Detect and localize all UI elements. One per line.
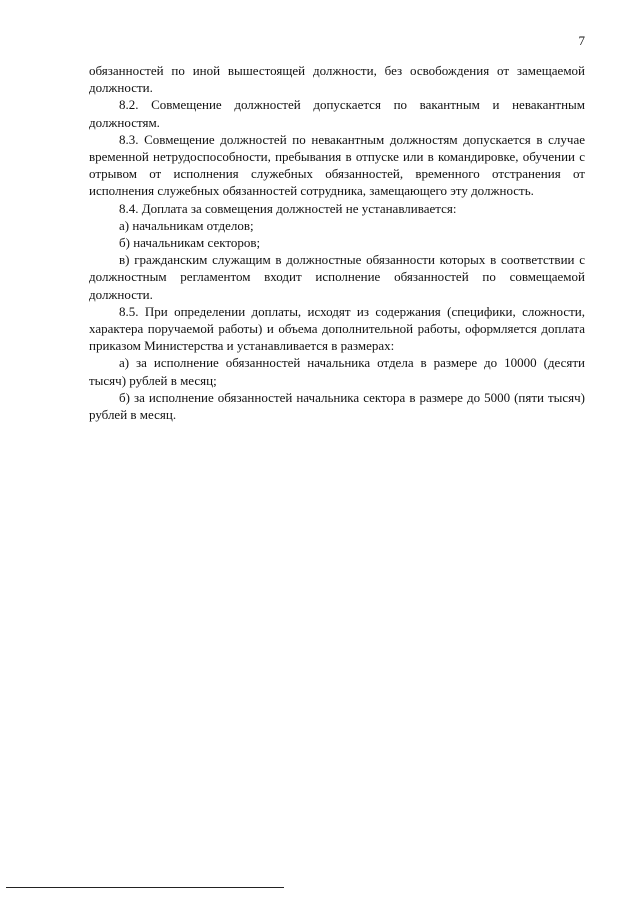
footnote-divider	[6, 887, 284, 888]
paragraph-8-2: 8.2. Совмещение должностей допускается по вакантным и невакантным должностям.	[89, 97, 585, 130]
document-body	[89, 62, 585, 423]
list-item-8-5-a: а) за исполнение обязанностей начальника отдела в размере до 10000 (десяти тысяч) рублей в месяц;	[89, 355, 585, 388]
paragraph-8-5: 8.5. При определении доплаты, исходят из содержания (специфики, сложности, характера поручаемой работы) и объема дополнительной работы, оформляется доплата приказом Министерства и устанавливается в размерах:	[89, 303, 585, 354]
page-number: 7	[578, 33, 585, 48]
paragraph-8-3: 8.3. Совмещение должностей по невакантным должностям допускается в случае временной нетрудоспособности, пребывания в отпуске или в командировке, обучении с отрывом от исполнения служебных обязанностей, временного отстранения от исполнения служебных обязанностей сотрудника, замещающего эту должность.	[89, 131, 585, 199]
list-item-8-4-b: б) начальникам секторов;	[119, 235, 261, 251]
list-item-8-5-b: б) за исполнение обязанностей начальника сектора в размере до 5000 (пяти тысяч) рублей в месяц.	[89, 389, 585, 423]
paragraph-continuation: обязанностей по иной вышестоящей должности, без освобождения от замещаемой должности.	[89, 63, 585, 96]
list-item-8-4-a: а) начальникам отделов;	[119, 217, 254, 233]
list-item-8-4-v: в) гражданским служащим в должностные обязанности которых в соответствии с должностным регламентом входит исполнение обязанностей по совмещаемой должности.	[89, 252, 585, 302]
paragraph-8-4: 8.4. Доплата за совмещения должностей не устанавливается:	[119, 200, 457, 216]
